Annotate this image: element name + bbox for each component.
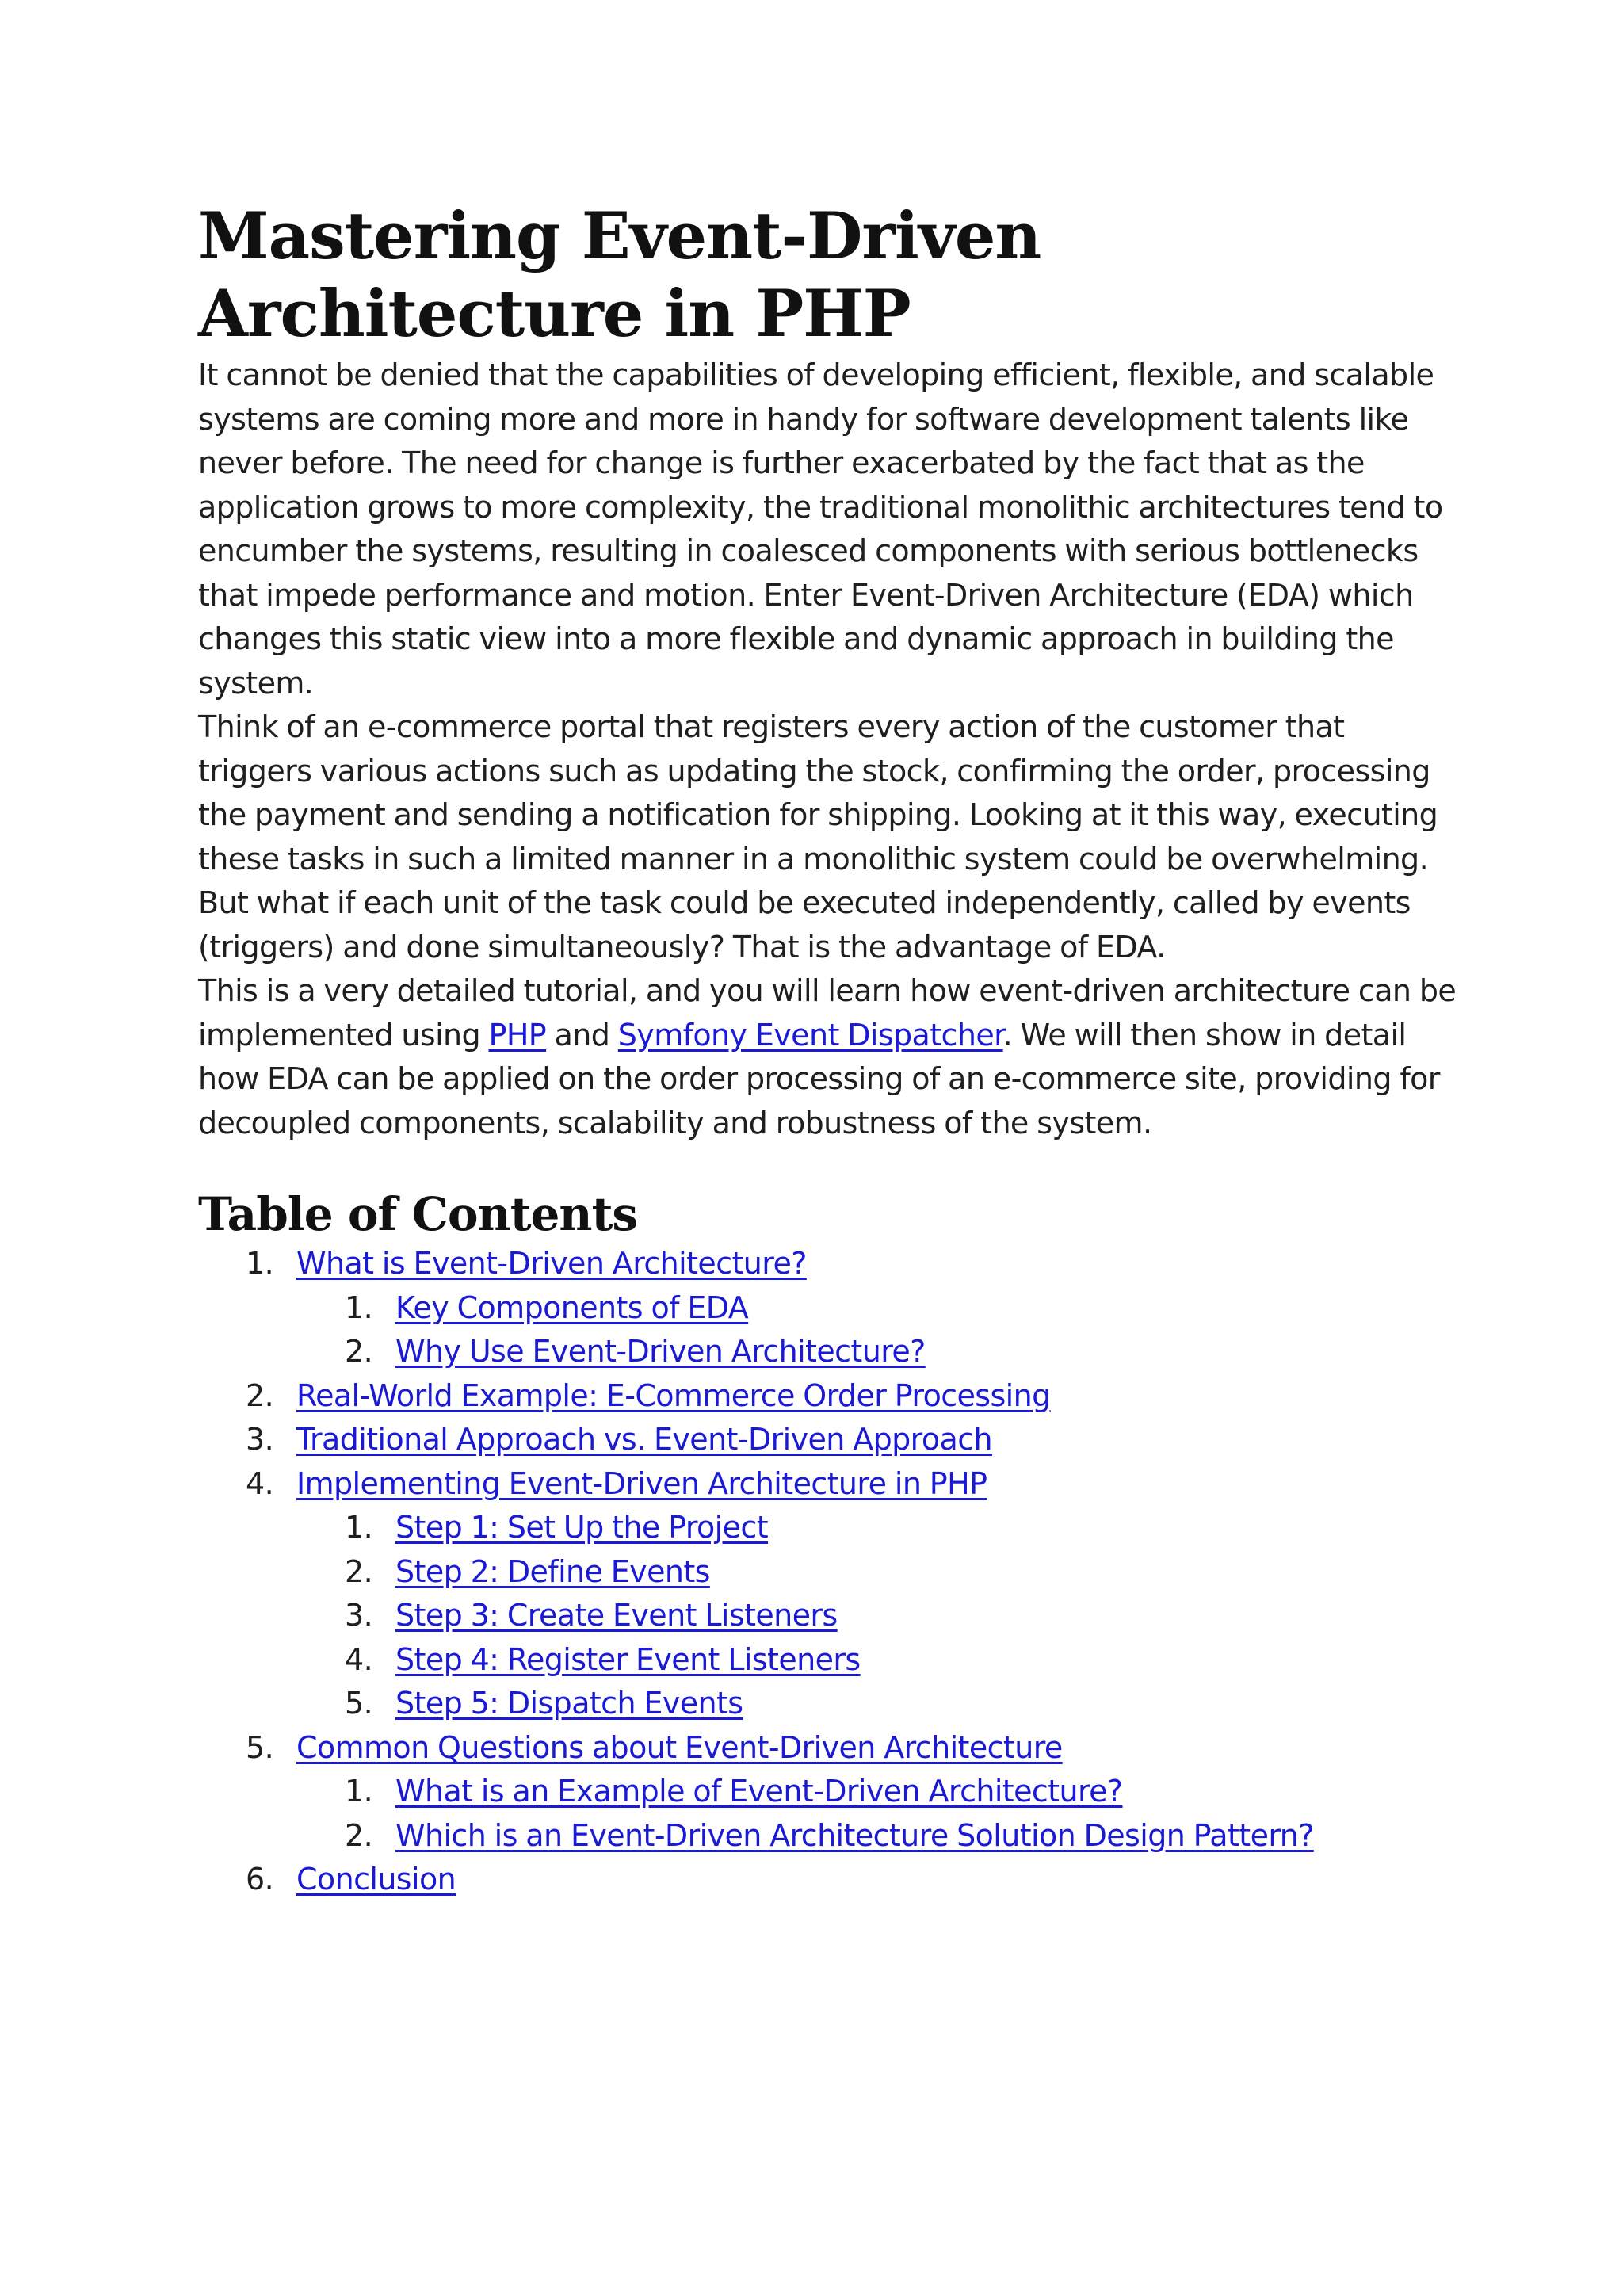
intro-paragraph-3-text-b: and xyxy=(546,1017,618,1052)
toc-item-step-2 xyxy=(198,1550,1466,1595)
toc-link-key-components[interactable]: Key Components of EDA xyxy=(395,1289,749,1325)
toc-item-conclusion xyxy=(198,1858,1466,1902)
intro-paragraph-1: It cannot be denied that the capabilities of developing efficient, flexible, and scalable systems are coming more and more in handy for software development talents like never before. The need for change is further exacerbated by the fact that as the application grows to more complexity, the traditional monolithic architectures tend to encumber the systems, resulting in coalesced components with serious bottlenecks that impede performance and motion. Enter Event-Driven Architecture (EDA) which changes this static view into a more flexible and dynamic approach in building the system. xyxy=(198,357,1443,701)
toc-link-step-1[interactable]: Step 1: Set Up the Project xyxy=(395,1510,769,1545)
toc-item-number: 5. xyxy=(345,1686,373,1721)
toc-item-number: 4. xyxy=(345,1641,373,1677)
toc-item-common-questions xyxy=(198,1726,1466,1771)
toc-item-design-pattern xyxy=(198,1814,1466,1859)
toc-item-number: 2. xyxy=(345,1553,373,1589)
toc-link-traditional-vs-eda[interactable]: Traditional Approach vs. Event-Driven Approach xyxy=(296,1422,992,1457)
page-title: Mastering Event-Driven Architecture in PHP xyxy=(198,199,1041,352)
toc-item-why-use-eda xyxy=(198,1330,1466,1374)
toc-link-step-5[interactable]: Step 5: Dispatch Events xyxy=(395,1686,743,1721)
php-link[interactable]: PHP xyxy=(488,1017,547,1052)
toc-item-number: 2. xyxy=(345,1817,373,1853)
toc-link-eda-example[interactable]: What is an Example of Event-Driven Architecture? xyxy=(395,1774,1123,1809)
intro-paragraph-3-text-a: This is a very detailed tutorial, and you will learn how event-driven architecture can be implemented using xyxy=(198,973,1457,1052)
toc-item-what-is-eda xyxy=(198,1242,1466,1286)
toc-item-number: 1. xyxy=(345,1510,373,1545)
toc-item-traditional-vs-eda xyxy=(198,1418,1466,1462)
symfony-event-dispatcher-link[interactable]: Symfony Event Dispatcher xyxy=(617,1017,1003,1052)
toc-item-real-world-example xyxy=(198,1374,1466,1419)
toc-heading: Table of Contents xyxy=(198,1187,638,1241)
intro-paragraph-2: Think of an e-commerce portal that registers every action of the customer that triggers various actions such as updating the stock, confirming the order, processing the payment and sending a notification for shipping. Looking at it this way, executing these tasks in such a limited manner in a monolithic system could be overwhelming. But what if each unit of the task could be executed independently, called by events (triggers) and done simultaneously? That is the advantage of EDA. xyxy=(198,709,1438,965)
toc-item-eda-example xyxy=(198,1770,1466,1814)
intro-paragraph-3 xyxy=(198,969,1466,1145)
toc-item-number: 1. xyxy=(345,1289,373,1325)
toc-item-step-1 xyxy=(198,1506,1466,1550)
intro-paragraph-3-text-c: . We will then show in detail how EDA can be applied on the order processing of an e-commerce site, providing for decoupled components, scalability and robustness of the system. xyxy=(198,1017,1440,1140)
toc-link-what-is-eda[interactable]: What is Event-Driven Architecture? xyxy=(296,1246,807,1281)
toc-item-number: 6. xyxy=(246,1862,274,1897)
toc-item-number: 1. xyxy=(345,1774,373,1809)
toc-item-key-components xyxy=(198,1286,1466,1331)
toc-item-number: 2. xyxy=(345,1334,373,1369)
toc-link-step-4[interactable]: Step 4: Register Event Listeners xyxy=(395,1641,861,1677)
toc-link-step-3[interactable]: Step 3: Create Event Listeners xyxy=(395,1598,838,1633)
toc-link-implementing-eda[interactable]: Implementing Event-Driven Architecture in PHP xyxy=(296,1465,987,1501)
toc-item-number: 4. xyxy=(246,1465,274,1501)
toc-item-step-3 xyxy=(198,1594,1466,1638)
toc-link-step-2[interactable]: Step 2: Define Events xyxy=(395,1553,710,1589)
toc-item-number: 5. xyxy=(246,1729,274,1765)
toc-link-common-questions[interactable]: Common Questions about Event-Driven Architecture xyxy=(296,1729,1063,1765)
toc-item-number: 1. xyxy=(246,1246,274,1281)
table-of-contents xyxy=(198,1242,1466,1902)
toc-item-number: 3. xyxy=(345,1598,373,1633)
toc-item-step-5 xyxy=(198,1682,1466,1726)
toc-item-implementing-eda xyxy=(198,1462,1466,1507)
toc-link-conclusion[interactable]: Conclusion xyxy=(296,1862,456,1897)
toc-link-design-pattern[interactable]: Which is an Event-Driven Architecture Solution Design Pattern? xyxy=(395,1817,1314,1853)
toc-link-why-use-eda[interactable]: Why Use Event-Driven Architecture? xyxy=(395,1334,926,1369)
toc-item-step-4 xyxy=(198,1638,1466,1683)
toc-link-real-world-example[interactable]: Real-World Example: E-Commerce Order Processing xyxy=(296,1377,1051,1413)
toc-item-number: 2. xyxy=(246,1377,274,1413)
document-page xyxy=(198,198,1466,1902)
toc-item-number: 3. xyxy=(246,1422,274,1457)
